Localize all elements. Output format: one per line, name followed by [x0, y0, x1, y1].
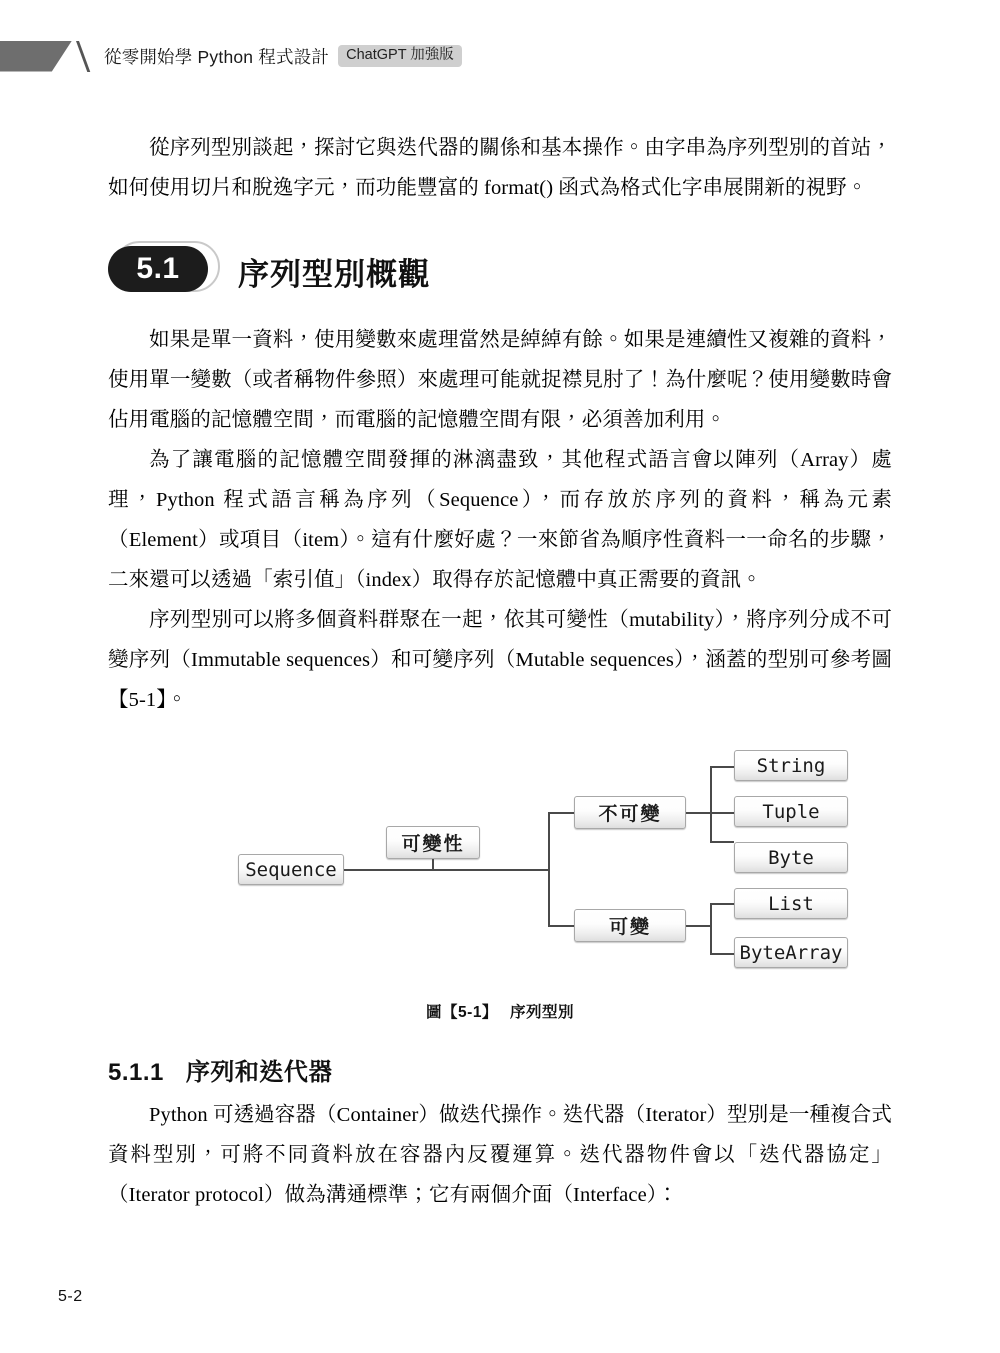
- tree-edge-to-bytearray: [710, 953, 734, 955]
- header-slash-decoration: [72, 41, 94, 72]
- section-paragraph-3: 序列型別可以將多個資料群聚在一起，依其可變性（mutability），將序列分成不可變序列（Immutable sequences）和可變序列（Mutable sequences），涵蓋的型別可參考圖【5-1】。: [108, 609, 892, 711]
- page-content: [108, 128, 892, 1215]
- subsection-heading: [108, 1052, 892, 1087]
- section-title: 序列型別概觀: [238, 256, 430, 292]
- tree-node-tuple: Tuple: [734, 796, 848, 827]
- tree-edge-label-mutability: 可變性: [386, 826, 480, 859]
- tree-edge-root-to-spine: [344, 869, 548, 871]
- tree-edge-to-byte: [710, 841, 734, 843]
- figure-caption: [108, 1000, 892, 1022]
- intro-paragraph: 從序列型別談起，探討它與迭代器的關係和基本操作。由字串為序列型別的首站，如何使用切片和脫逸字元，而功能豐富的 format() 函式為格式化字串展開新的視野。: [108, 137, 892, 199]
- subsection-paragraph-1: Python 可透過容器（Container）做迭代操作。迭代器（Iterator）型別是一種複合式資料型別，可將不同資料放在容器內反覆運算。迭代器物件會以「迭代器協定」（Iterator protocol）做為溝通標準；它有兩個介面（Interface）：: [108, 1104, 892, 1206]
- tree-node-immutable: 不可變: [574, 796, 686, 829]
- tree-edge-immutable-out: [686, 812, 710, 814]
- page-header: [0, 38, 1000, 74]
- tree-node-byte: Byte: [734, 842, 848, 873]
- tree-edge-to-tuple: [710, 812, 734, 814]
- tree-edge-mutable-out: [686, 925, 710, 927]
- header-wedge-decoration: [0, 41, 72, 72]
- tree-node-string: String: [734, 750, 848, 781]
- tree-spine-level-1: [548, 812, 550, 926]
- tree-node-bytearray: ByteArray: [734, 937, 848, 968]
- section-paragraph-2: 為了讓電腦的記憶體空間發揮的淋漓盡致，其他程式語言會以陣列（Array）處理，Python 程式語言稱為序列（Sequence），而存放於序列的資料，稱為元素（Element）或項目（item）。這有什麼好處？一來節省為順序性資料一一命名的步驟，二來還可以透過「索引值」（index）取得存於記憶體中真正需要的資訊。: [108, 449, 892, 591]
- tree-edge-to-list: [710, 903, 734, 905]
- tree-node-list: List: [734, 888, 848, 919]
- section-heading: [108, 240, 892, 302]
- tree-edge-tick-mutability: [432, 859, 434, 870]
- subsection-title: 序列和迭代器: [185, 1059, 333, 1086]
- tree-edge-to-mutable: [548, 925, 574, 927]
- section-paragraph-1: 如果是單一資料，使用變數來處理當然是綽綽有餘。如果是連續性又複雜的資料，使用單一變數（或者稱物件參照）來處理可能就捉襟見肘了！為什麼呢？使用變數時會佔用電腦的記憶體空間，而電腦的記憶體空間有限，必須善加利用。: [108, 329, 892, 431]
- tree-node-mutable: 可變: [574, 909, 686, 942]
- subsection-number: 5.1.1: [108, 1059, 164, 1086]
- figure-caption-label: 圖【5-1】: [426, 1004, 498, 1021]
- tree-spine-immutable-children: [710, 766, 712, 842]
- tree-node-root: Sequence: [238, 854, 344, 885]
- book-title: 從零開始學 Python 程式設計: [104, 46, 330, 67]
- tree-edge-to-string: [710, 766, 734, 768]
- figure-5-1: [108, 742, 892, 1022]
- sequence-type-tree: [108, 742, 892, 994]
- edition-badge: ChatGPT 加強版: [338, 45, 462, 68]
- tree-spine-mutable-children: [710, 903, 712, 954]
- figure-caption-text: 序列型別: [509, 1004, 574, 1021]
- section-number: 5.1: [108, 246, 208, 292]
- tree-edge-to-immutable: [548, 812, 574, 814]
- section-number-badge: [108, 246, 216, 296]
- page-number: 5-2: [58, 1288, 83, 1305]
